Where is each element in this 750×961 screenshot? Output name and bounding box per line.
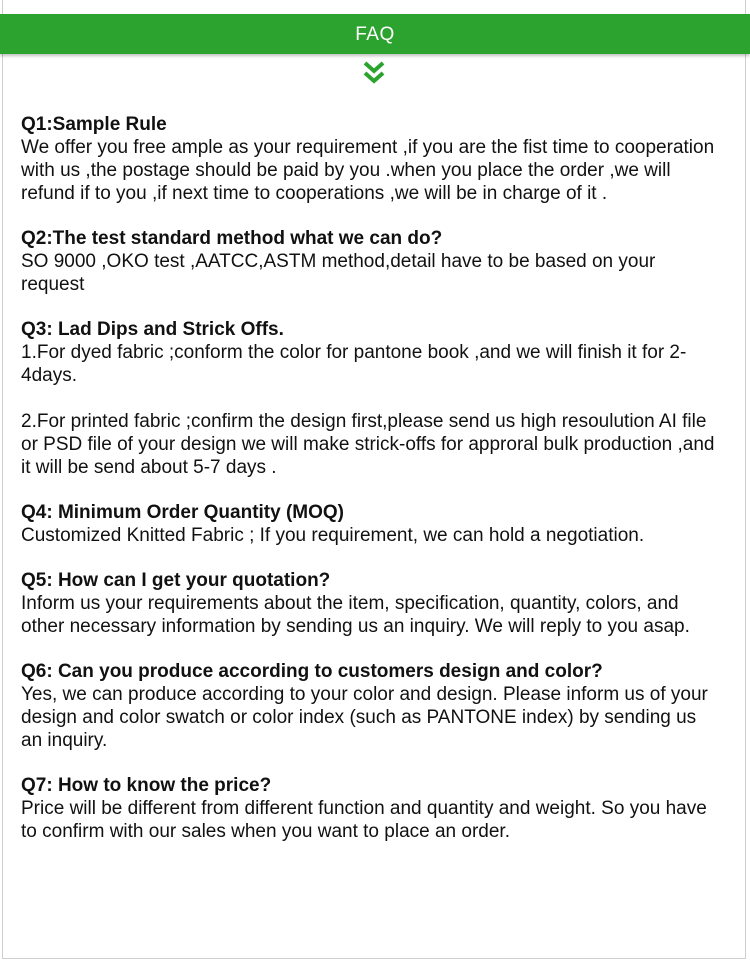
- faq-item-q6: [21, 660, 721, 752]
- faq-answer: SO 9000 ,OKO test ,AATCC,ASTM method,detail have to be based on your request: [21, 251, 656, 295]
- double-chevron-down-icon: [362, 60, 386, 88]
- faq-answer: Yes, we can produce according to your color and design. Please inform us of your design and color swatch or color index (such as PANTONE index) by sending us an inquiry.: [21, 684, 708, 751]
- faq-question: Q2:The test standard method what we can do?: [21, 228, 443, 249]
- faq-item-q7: [21, 774, 721, 843]
- faq-question: Q6: Can you produce according to customers design and color?: [21, 661, 603, 682]
- banner-title: FAQ: [355, 24, 395, 45]
- faq-question: Q4: Minimum Order Quantity (MOQ): [21, 502, 345, 523]
- faq-item-q3: [21, 318, 721, 479]
- faq-question: Q7: How to know the price?: [21, 775, 272, 796]
- faq-banner: [0, 14, 750, 54]
- faq-answer: Inform us your requirements about the item, specification, quantity, colors, and other necessary information by sending us an inquiry. We will reply to you asap.: [21, 593, 690, 637]
- faq-answer: Price will be different from different function and quantity and weight. So you have to confirm with our sales when you want to place an order.: [21, 798, 707, 842]
- faq-answer: We offer you free ample as your requirement ,if you are the fist time to cooperation with us ,the postage should be paid by you .when you place the order ,we will refund if to you ,if next time to cooperations ,we will be in charge of it .: [21, 137, 715, 204]
- faq-answer: 1.For dyed fabric ;conform the color for pantone book ,and we will finish it for 2-4days.: [21, 342, 687, 386]
- faq-question: Q1:Sample Rule: [21, 114, 167, 135]
- faq-question: Q5: How can I get your quotation?: [21, 570, 331, 591]
- faq-list: [21, 113, 721, 865]
- faq-answer: 2.For printed fabric ;confirm the design first,please send us high resoulution AI file or PSD file of your design we will make strick-offs for approral bulk production ,and it will be send about 5-7 days .: [21, 411, 715, 478]
- faq-item-q5: [21, 569, 721, 638]
- faq-item-q4: [21, 501, 721, 547]
- faq-question: Q3: Lad Dips and Strick Offs.: [21, 319, 284, 340]
- faq-item-q2: [21, 227, 721, 296]
- faq-item-q1: [21, 113, 721, 205]
- paragraph-gap: [21, 387, 721, 410]
- faq-answer: Customized Knitted Fabric ; If you requirement, we can hold a negotiation.: [21, 525, 645, 546]
